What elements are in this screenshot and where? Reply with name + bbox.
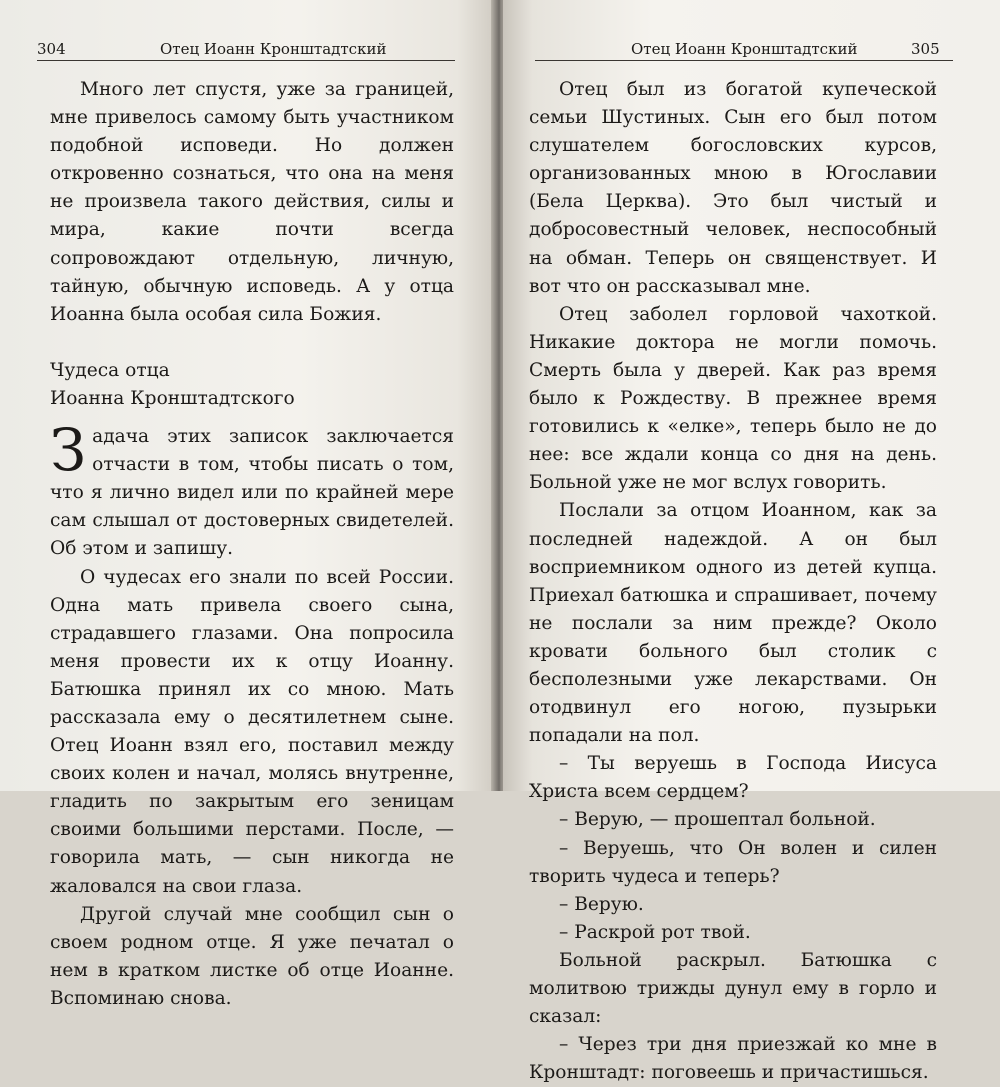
- running-header: Отец Иоанн Кронштадтский: [160, 40, 387, 58]
- section-heading-line2: Иоанна Кронштадтского: [50, 387, 295, 409]
- paragraph: Больной раскрыл. Батюшка с молитвою трижды дунул ему в горло и сказал:: [529, 949, 937, 1028]
- paragraph: Послали за отцом Иоанном, как за последней надеждой. А он был восприемником одного из детей купца. Приехал батюшка и спрашивает, почему не послали за ним прежде? Около кровати больного был столик с бесполезными уже лекарствами. Он отодвинул его ногою, пузырьки попадали на пол.: [529, 500, 937, 747]
- drop-cap-paragraph-text: адача этих записок заключается отчасти в том, чтобы писать о том, что я лично видел или по крайней мере сам слышал от достоверных свидетелей. Об этом и запишу.: [50, 426, 454, 560]
- paragraph: Отец был из богатой купеческой семьи Шустиных. Сын его был потом слушателем богословских курсов, организованных мною в Югославии (Бела Церква). Это был чистый и добросовестный человек, неспособный на обман. Теперь он священствует. И вот что он рассказывал мне.: [529, 79, 937, 297]
- header-rule: [535, 60, 953, 61]
- right-page-header: [503, 40, 1000, 62]
- dialogue-line: – Верую.: [559, 893, 644, 915]
- paragraph: О чудесах его знали по всей России. Одна мать привела своего сына, страдавшего глазами. Она попросила меня провести их к отцу Иоанну. Батюшка принял их со мною. Мать рассказала ему о десятилетнем сыне. Отец Иоанн взял его, поставил между своих колен и начал, молясь внутренне, гладить по закрытым его зеницам своими большими перстами. После, — говорила мать, — сын никогда не жаловался на свои глаза.: [50, 566, 454, 897]
- paragraph: Отец заболел горловой чахоткой. Никакие доктора не могли помочь. Смерть была у дверей. Как раз время было к Рождеству. В прежнее время готовились к «елке», теперь было не до нее: все ждали конца со дня на день. Больной уже не мог вслух говорить.: [529, 303, 937, 494]
- paragraph-with-drop-cap: [50, 416, 454, 563]
- left-page-header: [0, 40, 497, 62]
- header-rule: [37, 60, 455, 61]
- section-heading-line1: Чудеса отца: [50, 359, 170, 381]
- drop-cap: З: [50, 416, 87, 485]
- right-page-text: [529, 76, 937, 1087]
- page-number: 305: [911, 40, 940, 58]
- right-page: [503, 0, 1000, 1084]
- dialogue-line: – Раскрой рот твой.: [559, 921, 751, 943]
- left-page-text: [50, 76, 454, 1013]
- spacer: [50, 329, 454, 357]
- left-page: [0, 0, 497, 1009]
- page-number: 304: [37, 40, 66, 58]
- dialogue-line: – Верую, — прошептал больной.: [559, 809, 876, 831]
- dialogue-line: – Веруешь, что Он волен и силен творить чудеса и теперь?: [529, 837, 937, 887]
- dialogue-line: – Ты веруешь в Господа Иисуса Христа всем сердцем?: [529, 753, 937, 803]
- paragraph: Другой случай мне сообщил сын о своем родном отце. Я уже печатал о нем в кратком листке об отце Иоанне. Вспоминаю снова.: [50, 903, 454, 1009]
- paragraph: Много лет спустя, уже за границей, мне привелось самому быть участником подобной исповеди. Но должен откровенно сознаться, что она на меня не произвела такого действия, силы и мира, какие почти всегда сопровождают отдельную, личную, тайную, обычную исповедь. А у отца Иоанна была особая сила Божия.: [50, 79, 454, 325]
- running-header: Отец Иоанн Кронштадтский: [631, 40, 858, 58]
- dialogue-line: – Через три дня приезжай ко мне в Кронштадт: поговеешь и причастишься.: [529, 1034, 937, 1084]
